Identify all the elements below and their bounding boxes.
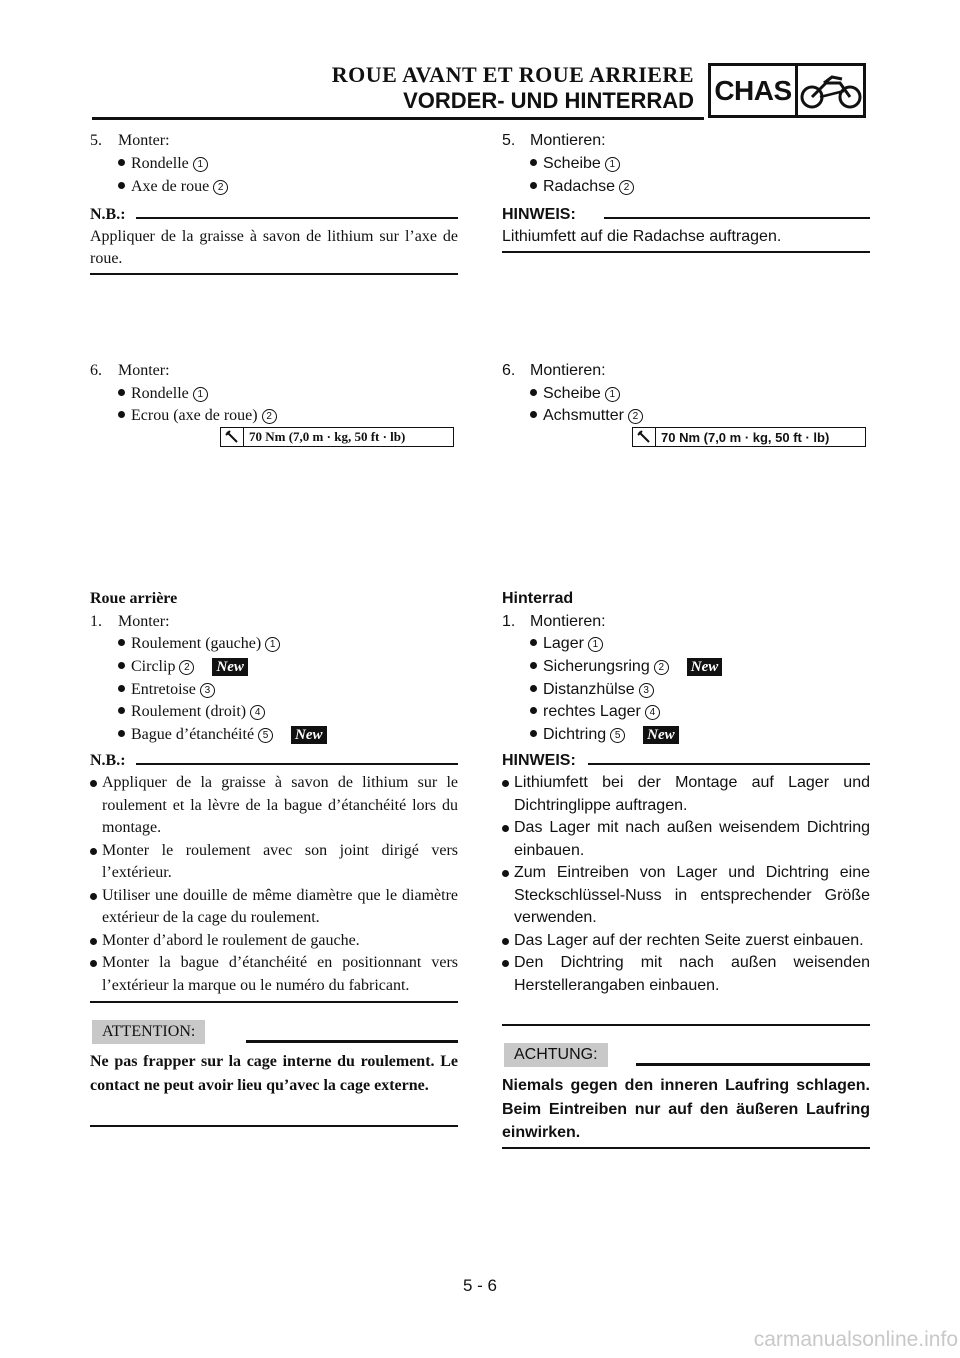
list-item	[118, 656, 248, 678]
bullet-dot	[118, 389, 125, 396]
note-label: HINWEIS:	[502, 752, 576, 769]
step-title: Montieren:	[530, 132, 606, 149]
list-item	[530, 383, 620, 405]
note-item: Monter le roulement avec son joint dirigé vers l’extérieur.	[90, 840, 458, 885]
callout-number: 1	[193, 387, 208, 402]
section-heading: Roue arrière	[90, 590, 178, 607]
bullet-dot	[530, 411, 537, 418]
list-item	[118, 405, 277, 427]
callout-number: 5	[258, 728, 273, 743]
note-heading	[90, 206, 458, 226]
note-rule	[136, 763, 458, 765]
callout-number: 2	[179, 660, 194, 675]
caution-text: Niemals gegen den inneren Laufring schlagen. Beim Eintreiben nur auf den äußeren Laufring einwirken.	[502, 1077, 870, 1141]
step-title: Montieren:	[530, 362, 606, 379]
item-text: Roulement (gauche)	[131, 635, 262, 652]
bullet-dot	[530, 730, 537, 737]
motorcycle-icon	[798, 66, 863, 115]
caution-rule	[636, 1063, 870, 1066]
note-item: Den Dichtring mit nach außen weisenden Herstellerangaben einbauen.	[502, 952, 870, 997]
header-rule	[92, 117, 704, 120]
torque-value: 70 Nm (7,0 m · kg, 50 ft · lb)	[249, 429, 406, 444]
section-heading: Hinterrad	[502, 590, 574, 607]
torque-spec	[220, 427, 454, 447]
item-text: Circlip	[131, 658, 176, 675]
bullet-dot	[118, 662, 125, 669]
note-item: Monter d’abord le roulement de gauche.	[90, 930, 458, 953]
caution-heading	[502, 1043, 870, 1075]
note-item: Das Lager mit nach außen weisendem Dichtring einbauen.	[502, 817, 870, 862]
divider	[90, 1001, 458, 1003]
section-tag-box	[708, 63, 866, 118]
bullet-dot	[118, 182, 125, 189]
callout-number: 3	[200, 683, 215, 698]
divider	[502, 1024, 870, 1026]
bullet-dot	[530, 707, 537, 714]
note-text: Lithiumfett auf die Radachse auftragen.	[502, 228, 782, 245]
callout-number: 5	[610, 728, 625, 743]
step-number: 5.	[502, 132, 516, 149]
header-title-de: VORDER- UND HINTERRAD	[403, 88, 694, 113]
callout-number: 1	[193, 157, 208, 172]
caution-text: Ne pas frapper sur la cage interne du roulement. Le contact ne peut avoir lieu qu’avec la cage externe.	[90, 1053, 458, 1094]
callout-number: 2	[213, 180, 228, 195]
item-text: Dichtring	[543, 726, 607, 743]
callout-number: 1	[605, 387, 620, 402]
note-label: HINWEIS:	[502, 206, 576, 223]
bullet-dot	[118, 639, 125, 646]
watermark: carmanualsonline.info	[753, 1328, 958, 1351]
callout-number: 2	[654, 660, 669, 675]
list-item	[530, 679, 654, 701]
note-item: Monter la bague d’étanchéité en positionnant vers l’extérieur la marque ou le numéro du fabricant.	[90, 952, 458, 997]
note-label: N.B.:	[90, 206, 126, 223]
divider	[90, 1125, 458, 1127]
item-text: Sicherungsring	[543, 658, 650, 675]
callout-number: 1	[588, 637, 603, 652]
bullet-dot	[530, 685, 537, 692]
bullet-dot	[530, 159, 537, 166]
note-text: Appliquer de la graisse à savon de lithium sur l’axe de roue.	[90, 228, 458, 267]
new-part-badge: New	[291, 726, 327, 744]
item-text: Bague d’étanchéité	[131, 726, 255, 743]
bullet-dot	[118, 159, 125, 166]
header-title-fr: ROUE AVANT ET ROUE ARRIERE	[331, 62, 694, 87]
torque-spec	[632, 427, 866, 447]
list-item	[530, 176, 634, 198]
note-heading	[502, 206, 870, 226]
divider	[502, 251, 870, 253]
item-text: Axe de roue	[131, 178, 210, 195]
caution-rule	[246, 1040, 458, 1043]
divider	[502, 1147, 870, 1149]
item-text: Ecrou (axe de roue)	[131, 407, 258, 424]
bullet-dot	[530, 389, 537, 396]
step-number: 6.	[502, 362, 516, 379]
note-rule	[136, 217, 458, 219]
list-item	[530, 153, 620, 175]
step-title: Monter:	[118, 132, 170, 149]
list-item	[118, 176, 228, 198]
item-text: Rondelle	[131, 155, 189, 172]
caution-label: ATTENTION:	[92, 1020, 205, 1044]
item-text: Scheibe	[543, 155, 601, 172]
list-item	[530, 701, 660, 723]
note-list	[90, 772, 458, 997]
bullet-dot	[530, 182, 537, 189]
callout-number: 3	[639, 683, 654, 698]
note-item: Utiliser une douille de même diamètre que le diamètre extérieur de la cage du roulement.	[90, 885, 458, 930]
torque-value: 70 Nm (7,0 m · kg, 50 ft · lb)	[661, 429, 830, 445]
step-number: 1.	[502, 613, 516, 630]
note-item: Lithiumfett bei der Montage auf Lager und Dichtringlippe auftragen.	[502, 772, 870, 817]
callout-number: 4	[645, 705, 660, 720]
step-title: Monter:	[118, 362, 170, 379]
list-item	[118, 679, 215, 701]
note-item: Appliquer de la graisse à savon de lithium sur le roulement et la lèvre de la bague d’étanchéité lors du montage.	[90, 772, 458, 840]
section-tag-label: CHAS	[711, 66, 798, 115]
callout-number: 4	[250, 705, 265, 720]
callout-number: 2	[628, 409, 643, 424]
note-rule	[604, 217, 870, 219]
callout-number: 1	[265, 637, 280, 652]
bullet-dot	[118, 411, 125, 418]
item-text: Rondelle	[131, 385, 189, 402]
step-number: 5.	[90, 132, 102, 149]
item-text: Entretoise	[131, 681, 196, 698]
bullet-dot	[118, 730, 125, 737]
caution-label: ACHTUNG:	[504, 1043, 608, 1067]
note-rule	[588, 763, 870, 765]
list-item	[530, 656, 722, 678]
note-heading	[90, 752, 458, 772]
list-item	[530, 633, 603, 655]
step-title: Monter:	[118, 613, 170, 630]
new-part-badge: New	[687, 658, 723, 676]
step-number: 1.	[90, 613, 102, 630]
bullet-dot	[118, 707, 125, 714]
list-item	[118, 633, 280, 655]
list-item	[530, 405, 643, 427]
item-text: Distanzhülse	[543, 681, 635, 698]
step-title: Montieren:	[530, 613, 606, 630]
item-text: Lager	[543, 635, 584, 652]
note-label: N.B.:	[90, 752, 126, 769]
torque-wrench-icon	[221, 428, 244, 446]
list-item	[118, 383, 208, 405]
divider	[90, 273, 458, 275]
note-item: Das Lager auf der rechten Seite zuerst einbauen.	[502, 930, 870, 953]
bullet-dot	[530, 662, 537, 669]
step-number: 6.	[90, 362, 102, 379]
new-part-badge: New	[643, 726, 679, 744]
torque-wrench-icon	[633, 428, 656, 446]
bullet-dot	[118, 685, 125, 692]
item-text: rechtes Lager	[543, 703, 641, 720]
list-item	[118, 701, 265, 723]
item-text: Achsmutter	[543, 407, 624, 424]
item-text: Scheibe	[543, 385, 601, 402]
list-item	[118, 153, 208, 175]
note-list	[502, 772, 870, 997]
callout-number: 1	[605, 157, 620, 172]
item-text: Roulement (droit)	[131, 703, 247, 720]
caution-heading	[90, 1020, 458, 1052]
new-part-badge: New	[212, 658, 248, 676]
bullet-dot	[530, 639, 537, 646]
page-number: 5 - 6	[462, 1276, 498, 1295]
list-item	[530, 724, 679, 746]
callout-number: 2	[619, 180, 634, 195]
callout-number: 2	[262, 409, 277, 424]
item-text: Radachse	[543, 178, 616, 195]
note-item: Zum Eintreiben von Lager und Dichtring eine Steckschlüssel-Nuss in entsprechender Größe verwenden.	[502, 862, 870, 930]
list-item	[118, 724, 327, 746]
note-heading	[502, 752, 870, 772]
